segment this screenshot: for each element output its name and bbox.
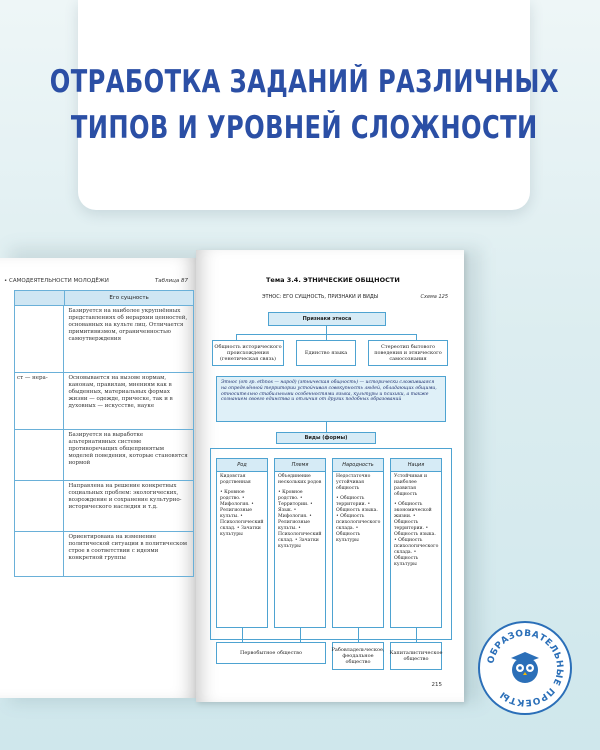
sign-box: Стереотип бытового поведения и этнического самосознания bbox=[368, 340, 448, 366]
type-column-naciya bbox=[390, 458, 442, 628]
table-cell: ст — нера- bbox=[15, 373, 64, 429]
headline-line-2: ТИПОВ И УРОВНЕЙ СЛОЖНОСТИ bbox=[70, 110, 538, 146]
table-row bbox=[14, 430, 194, 481]
type-features: • Кровное родство. • Территории. • Язык. • Мифология. • Религиозные культы. • Психологический склад. • Зачатки культуры bbox=[278, 490, 322, 549]
diagram-subtitle: ЭТНОС: ЕГО СУЩНОСТЬ, ПРИЗНАКИ И ВИДЫ bbox=[262, 294, 379, 300]
table-row bbox=[14, 532, 194, 577]
table-cell: Направлена на решение конкретных социальных проблем: экологических, возрождение и сохранение культурно-исторического наследия и т.д. bbox=[68, 483, 182, 510]
table-cell: Базируется на наиболее укрупнённых представлениях об иерархии ценностей, основанных на культе лиц. Отличается примитивизмом, ограниченностью самоутверждения bbox=[68, 308, 188, 342]
left-running-head: • САМОДЕЯТЕЛЬНОСТИ МОЛОДЁЖИ bbox=[4, 278, 109, 284]
era-box: Рабовладельческое, феодальное общество bbox=[332, 642, 384, 670]
sign-box: Единство языка bbox=[296, 340, 356, 366]
type-name: Нация bbox=[391, 459, 441, 472]
type-features: • Общность экономической жизни. • Общность территории. • Общность языка. • Общность психологического склада. • Общность культуры bbox=[394, 502, 439, 567]
type-column-plemya bbox=[274, 458, 326, 628]
type-desc: Недостаточно устойчивая общность bbox=[336, 474, 371, 491]
type-column-narodnost bbox=[332, 458, 384, 628]
book-left-page bbox=[0, 258, 196, 698]
scheme-label: Схема 125 bbox=[420, 294, 448, 300]
table-cell: Основывается на вызове нормам, канонам, правилам, мнениям как в обыденных, материальных формах жизни — одежде, прическе, так и в духовных — искусстве, науке bbox=[68, 375, 173, 409]
headline-card bbox=[49, 0, 559, 210]
book-right-page bbox=[196, 250, 464, 702]
table-cell bbox=[15, 430, 64, 480]
page-title: Тема 3.4. ЭТНИЧЕСКИЕ ОБЩНОСТИ bbox=[266, 276, 400, 284]
left-table-header-essence: Его сущность bbox=[109, 295, 149, 301]
table-cell bbox=[15, 532, 64, 576]
type-desc: Кидовстая родственная bbox=[220, 474, 251, 485]
connector-line bbox=[326, 326, 327, 334]
table-row bbox=[14, 306, 194, 373]
headline-line-1: ОТРАБОТКА ЗАДАНИЙ РАЗЛИЧНЫХ bbox=[49, 64, 559, 100]
left-table-label: Таблица 87 bbox=[154, 278, 188, 284]
table-cell bbox=[15, 306, 64, 372]
type-name: Народность bbox=[333, 459, 383, 472]
connector-line bbox=[358, 628, 359, 642]
table-row bbox=[14, 481, 194, 532]
type-name: Племя bbox=[275, 459, 325, 472]
sign-box: Общность исторического происхождения (генетическая связь) bbox=[212, 340, 284, 366]
era-box: Первобытное общество bbox=[216, 642, 326, 664]
era-box: Капиталистическое общество bbox=[390, 642, 442, 670]
type-features: • Кровное родство. • Мифология. • Религиозные культы. • Психологический склад. • Зачатки культуры bbox=[220, 490, 264, 537]
ethnos-definition: Этнос (от гр. ethnos — народ) (этническая общность) — исторически сложившаяся на определённой территории устойчивая совокупность людей, обладающих общими, относительно стабильными особенностями языка, культуры и психики, а также сознанием своего единства и отличия от других подобных образований bbox=[216, 376, 446, 422]
connector-line bbox=[326, 422, 327, 432]
type-features: • Общность территории. • Общность языка. • Общность психологического склада. • Общность культуры bbox=[336, 496, 381, 543]
table-cell: Базируется на выработке альтернативных системе противоречащих общепринятым моделей поведения, которые становятся нормой bbox=[68, 432, 188, 466]
table-row bbox=[14, 373, 194, 430]
publisher-logo bbox=[477, 620, 573, 716]
svg-text:ОБРАЗОВАТЕЛЬНЫЕ ПРОЕКТЫ: ОБРАЗОВАТЕЛЬНЫЕ ПРОЕКТЫ bbox=[486, 628, 565, 708]
page-number: 215 bbox=[431, 682, 442, 688]
connector-line bbox=[300, 628, 301, 642]
type-name: Род bbox=[217, 459, 267, 472]
type-desc: Объединение нескольких родов bbox=[278, 474, 322, 485]
types-header-box: Виды (формы) bbox=[276, 432, 376, 444]
type-desc: Устойчивая и наиболее развитая общность bbox=[394, 474, 428, 497]
owl-icon bbox=[511, 652, 539, 683]
connector-line bbox=[242, 628, 243, 642]
table-cell bbox=[15, 481, 64, 531]
signs-header-box: Признаки этноса bbox=[268, 312, 386, 326]
connector-line bbox=[416, 628, 417, 642]
left-table bbox=[14, 290, 194, 577]
table-cell: Ориентирована на изменение политической ситуации в политическом строе в соответствии с идеями конкретной группы bbox=[68, 534, 188, 561]
type-column-rod bbox=[216, 458, 268, 628]
left-table-header-empty bbox=[15, 291, 65, 305]
left-table-header bbox=[14, 290, 194, 306]
